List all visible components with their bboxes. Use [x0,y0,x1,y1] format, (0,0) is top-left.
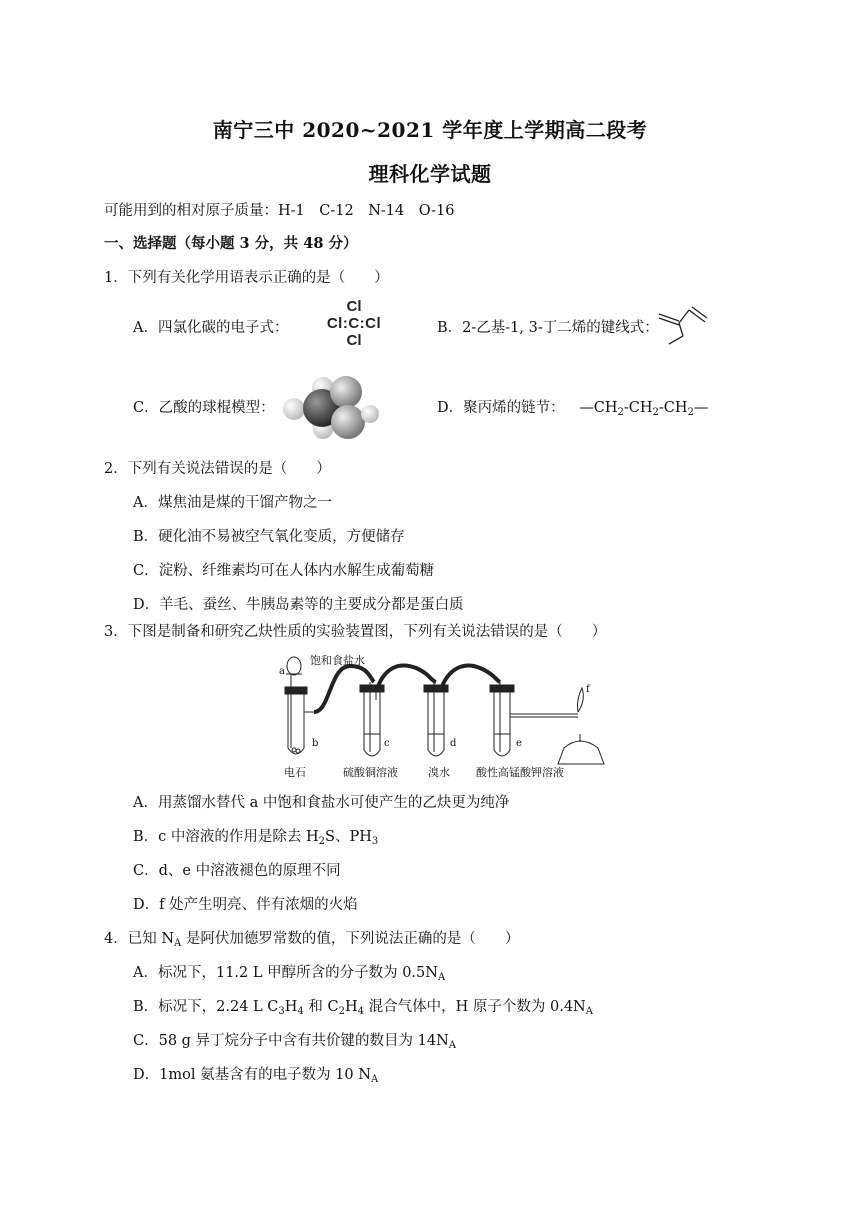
q2-option-d: D．羊毛、蚕丝、牛胰岛素等的主要成分都是蛋白质 [133,597,464,613]
label-f: f [586,684,590,695]
section-heading: 一、选择题（每小题 3 分，共 48 分） [104,235,358,252]
label-a: a [279,666,285,677]
q2-stem: 2．下列有关说法错误的是（ ） [104,461,331,477]
q2-option-a: A．煤焦油是煤的干馏产物之一 [133,495,332,511]
test-tube-b [288,694,304,754]
q3-option-a: A．用蒸馏水替代 a 中饱和食盐水可使产生的乙炔更为纯净 [133,795,510,811]
q2-option-b: B．硬化油不易被空气氧化变质，方便储存 [133,529,405,545]
label-d: d [450,738,457,749]
ccl4-electron-formula [314,300,394,354]
ccl4-bottom-cl: Cl [346,332,362,349]
separatory-funnel [287,657,301,675]
ccl4-top-cl: Cl [346,298,362,315]
test-tube-e [494,692,510,756]
stopper-d [424,685,448,692]
atomic-mass-note: 可能用到的相对原子质量：H-1 C-12 N-14 O-16 [104,203,455,219]
label-b: b [312,738,319,749]
label-c: c [384,738,390,749]
q3-option-d: D．f 处产生明亮、伴有浓烟的火焰 [133,897,358,913]
caption-kmno4: 酸性高锰酸钾溶液 [476,766,564,779]
q2-option-c: C．淀粉、纤维素均可在人体内水解生成葡萄糖 [133,563,435,579]
caption-calcium-carbide: 电石 [284,766,306,779]
acetic-acid-ball-model-image [276,370,386,442]
q1-option-c: C．乙酸的球棍模型： [133,400,275,416]
ccl4-middle: Cl:C:Cl [326,315,382,332]
test-tube-d [428,692,444,756]
alcohol-lamp [558,741,604,764]
q4-option-a: A．标况下，11.2 L 甲醇所含的分子数为 $0.5N_A$ [133,965,446,983]
q4-option-b: B．标况下，2.24 L $C_3H_4$ 和 $C_2H_4$ 混合气体中，H 原子个数为 $0.4N_A$ [133,999,593,1017]
page-title: 南宁三中 2020~2021 学年度上学期高二段考 [212,118,648,142]
stopper-e [490,685,514,692]
q4-stem: 4．已知 $N_A$ 是阿伏加德罗常数的值，下列说法正确的是（ ） [104,931,520,949]
q1-stem: 1．下列有关化学用语表示正确的是（ ） [104,270,389,286]
stopper-b [285,687,307,694]
q1-option-a: A．四氯化碳的电子式： [133,320,289,336]
q1-option-b: B．2-乙基-1, 3-丁二烯的键线式： [437,320,659,336]
label-e: e [516,738,522,749]
flame-f [578,688,584,712]
polypropylene-chain-formula: $—CH_2-CH_2-CH_2—$ [579,400,709,418]
q4-option-c: C．58 g 异丁烷分子中含有共价键的数目为 $14N_A$ [133,1033,457,1051]
caption-bromine-water: 溴水 [428,766,450,779]
caption-copper-sulfate: 硫酸铜溶液 [343,766,398,779]
bond-line-structure-image [655,302,710,348]
page-subtitle: 理科化学试题 [368,162,492,186]
stopper-c [360,685,384,692]
q1-option-d [437,398,708,418]
q1-option-d-label: D．聚丙烯的链节： [437,400,565,416]
funnel-label: 饱和食盐水 [310,654,365,667]
q3-option-c: C．d、e 中溶液褪色的原理不同 [133,863,341,879]
test-tube-c [364,692,380,756]
q3-stem: 3．下图是制备和研究乙炔性质的实验装置图，下列有关说法错误的是（ ） [104,624,607,640]
q3-option-b: B．c 中溶液的作用是除去 $H_2S$、$PH_3$ [133,829,379,847]
acetylene-apparatus-figure [280,652,610,782]
q4-option-d: D．1mol 氨基含有的电子数为 10 $N_A$ [133,1067,379,1085]
